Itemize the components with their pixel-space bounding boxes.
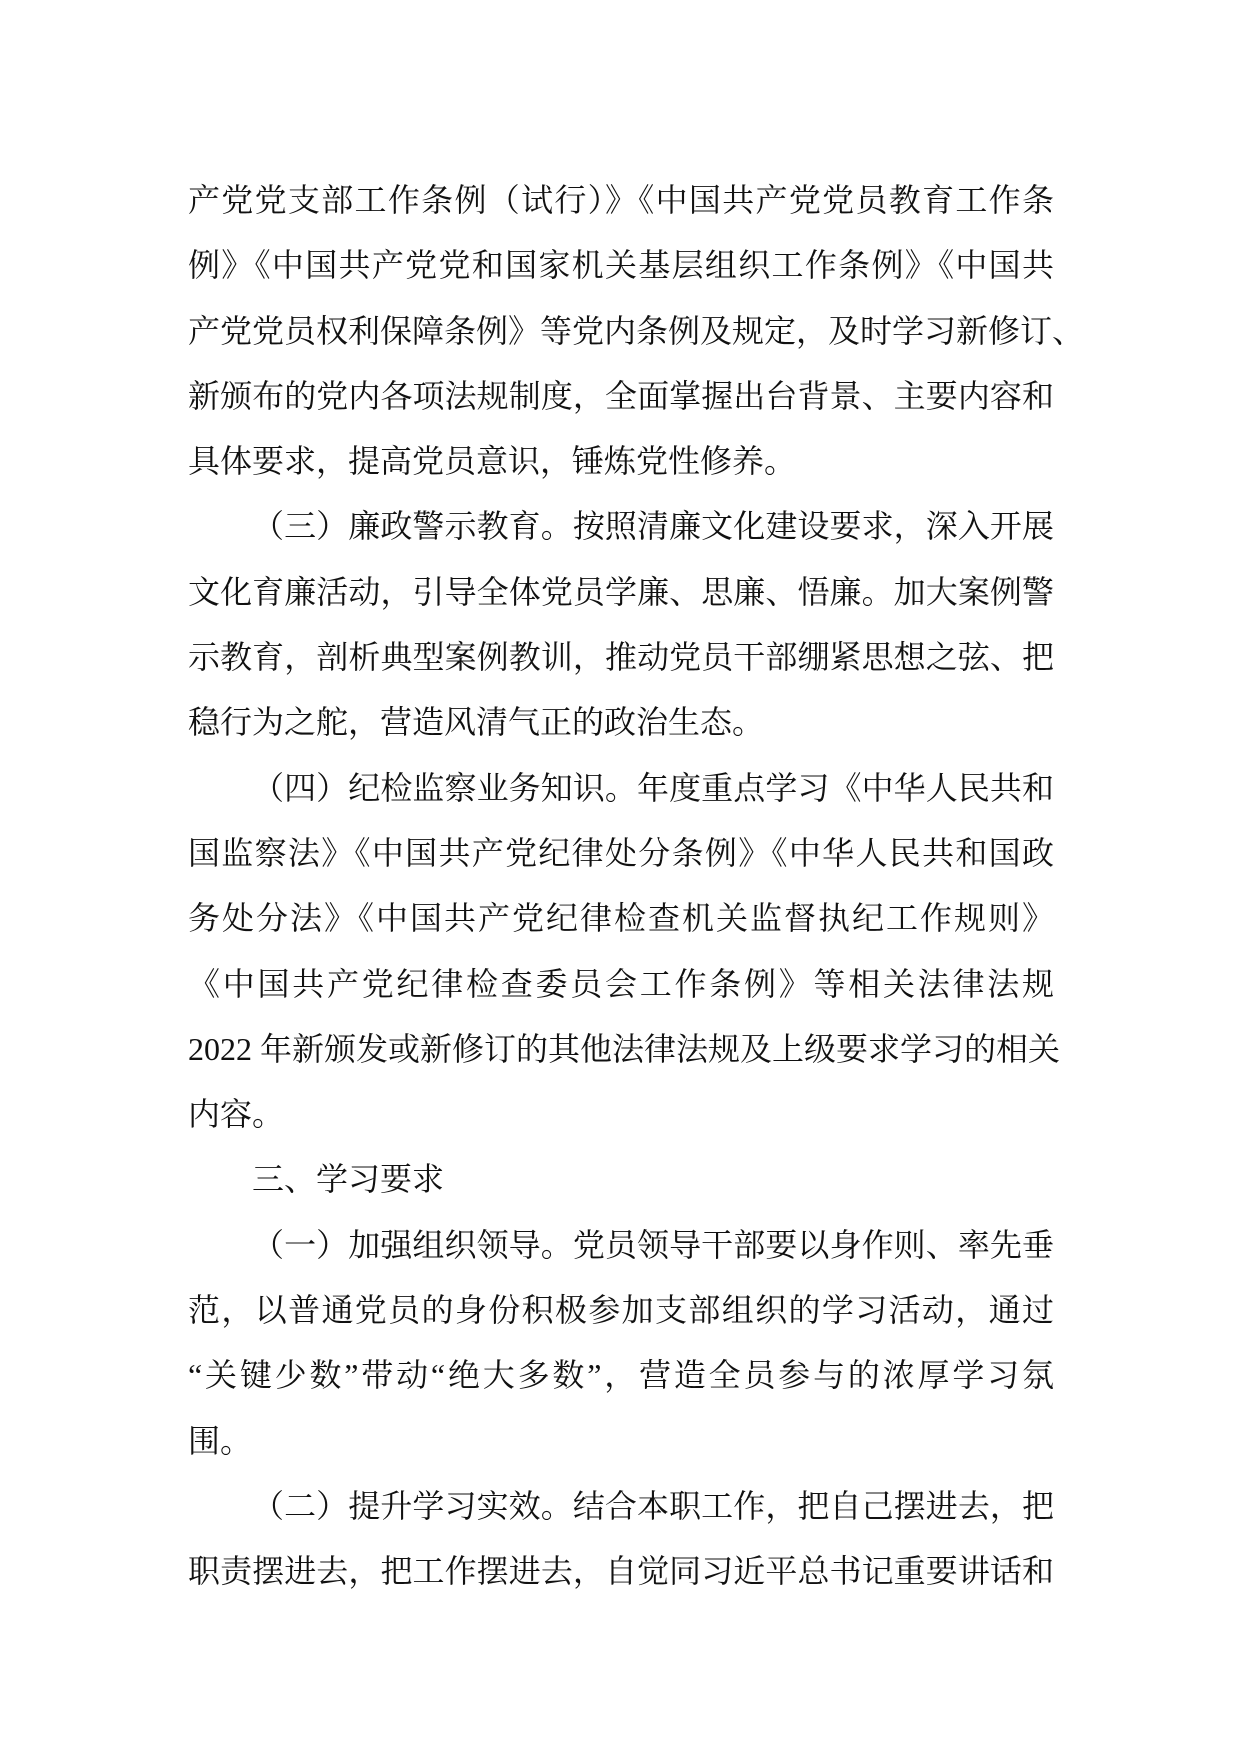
text-line: 例》《中国共产党党和国家机关基层组织工作条例》《中国共 [188, 247, 1056, 284]
paragraph [188, 168, 1085, 494]
paragraph [188, 1213, 1057, 1474]
text-line: 职责摆进去，把工作摆进去，自觉同习近平总书记重要讲话和 [188, 1553, 1055, 1590]
document-body [188, 168, 1085, 1605]
text-line: 产党党支部工作条例（试行）》《中国共产党党员教育工作条 [188, 182, 1056, 218]
text-line: （一）加强组织领导。党员领导干部要以身作则、率先垂 [252, 1226, 1055, 1263]
text-line: 内容。 [188, 1096, 285, 1133]
text-line: 范，以普通党员的身份积极参加支部组织的学习活动，通过 [188, 1292, 1056, 1329]
text-line: （三）廉政警示教育。按照清廉文化建设要求，深入开展 [252, 508, 1055, 545]
text-line: 《中国共产党纪律检查委员会工作条例》等相关法律法规 [188, 965, 1057, 1002]
text-line: 产党党员权利保障条例》等党内条例及规定，及时学习新修订、 [188, 312, 1085, 349]
paragraph [188, 1474, 1054, 1605]
text-line: 新颁布的党内各项法规制度，全面掌握出台背景、主要内容和 [188, 377, 1055, 414]
text-line: 文化育廉活动，引导全体党员学廉、思廉、悟廉。加大案例警 [188, 573, 1055, 610]
text-line: “关键少数”带动“绝大多数”，营造全员参与的浓厚学习氛 [188, 1357, 1057, 1394]
section-heading: 三、学习要求 [252, 1161, 445, 1198]
text-line: （二）提升学习实效。结合本职工作，把自己摆进去，把 [252, 1487, 1055, 1524]
text-line: 具体要求，提高党员意识，锤炼党性修养。 [188, 443, 797, 480]
text-line: 务处分法》《中国共产党纪律检查机关监督执纪工作规则》 [188, 900, 1056, 937]
text-line: 2022 年新颁发或新修订的其他法律法规及上级要求学习的相关 [188, 1030, 1061, 1067]
text-line: 围。 [188, 1422, 253, 1459]
text-line: 示教育，剖析典型案例教训，推动党员干部绷紧思想之弦、把 [188, 639, 1055, 676]
text-line: 国监察法》《中国共产党纪律处分条例》《中华人民共和国政 [188, 834, 1056, 871]
text-line: （四）纪检监察业务知识。年度重点学习《中华人民共和 [252, 769, 1055, 806]
text-line: 稳行为之舵，营造风清气正的政治生态。 [188, 704, 765, 741]
paragraph [188, 756, 1061, 1148]
paragraph [188, 494, 1054, 755]
